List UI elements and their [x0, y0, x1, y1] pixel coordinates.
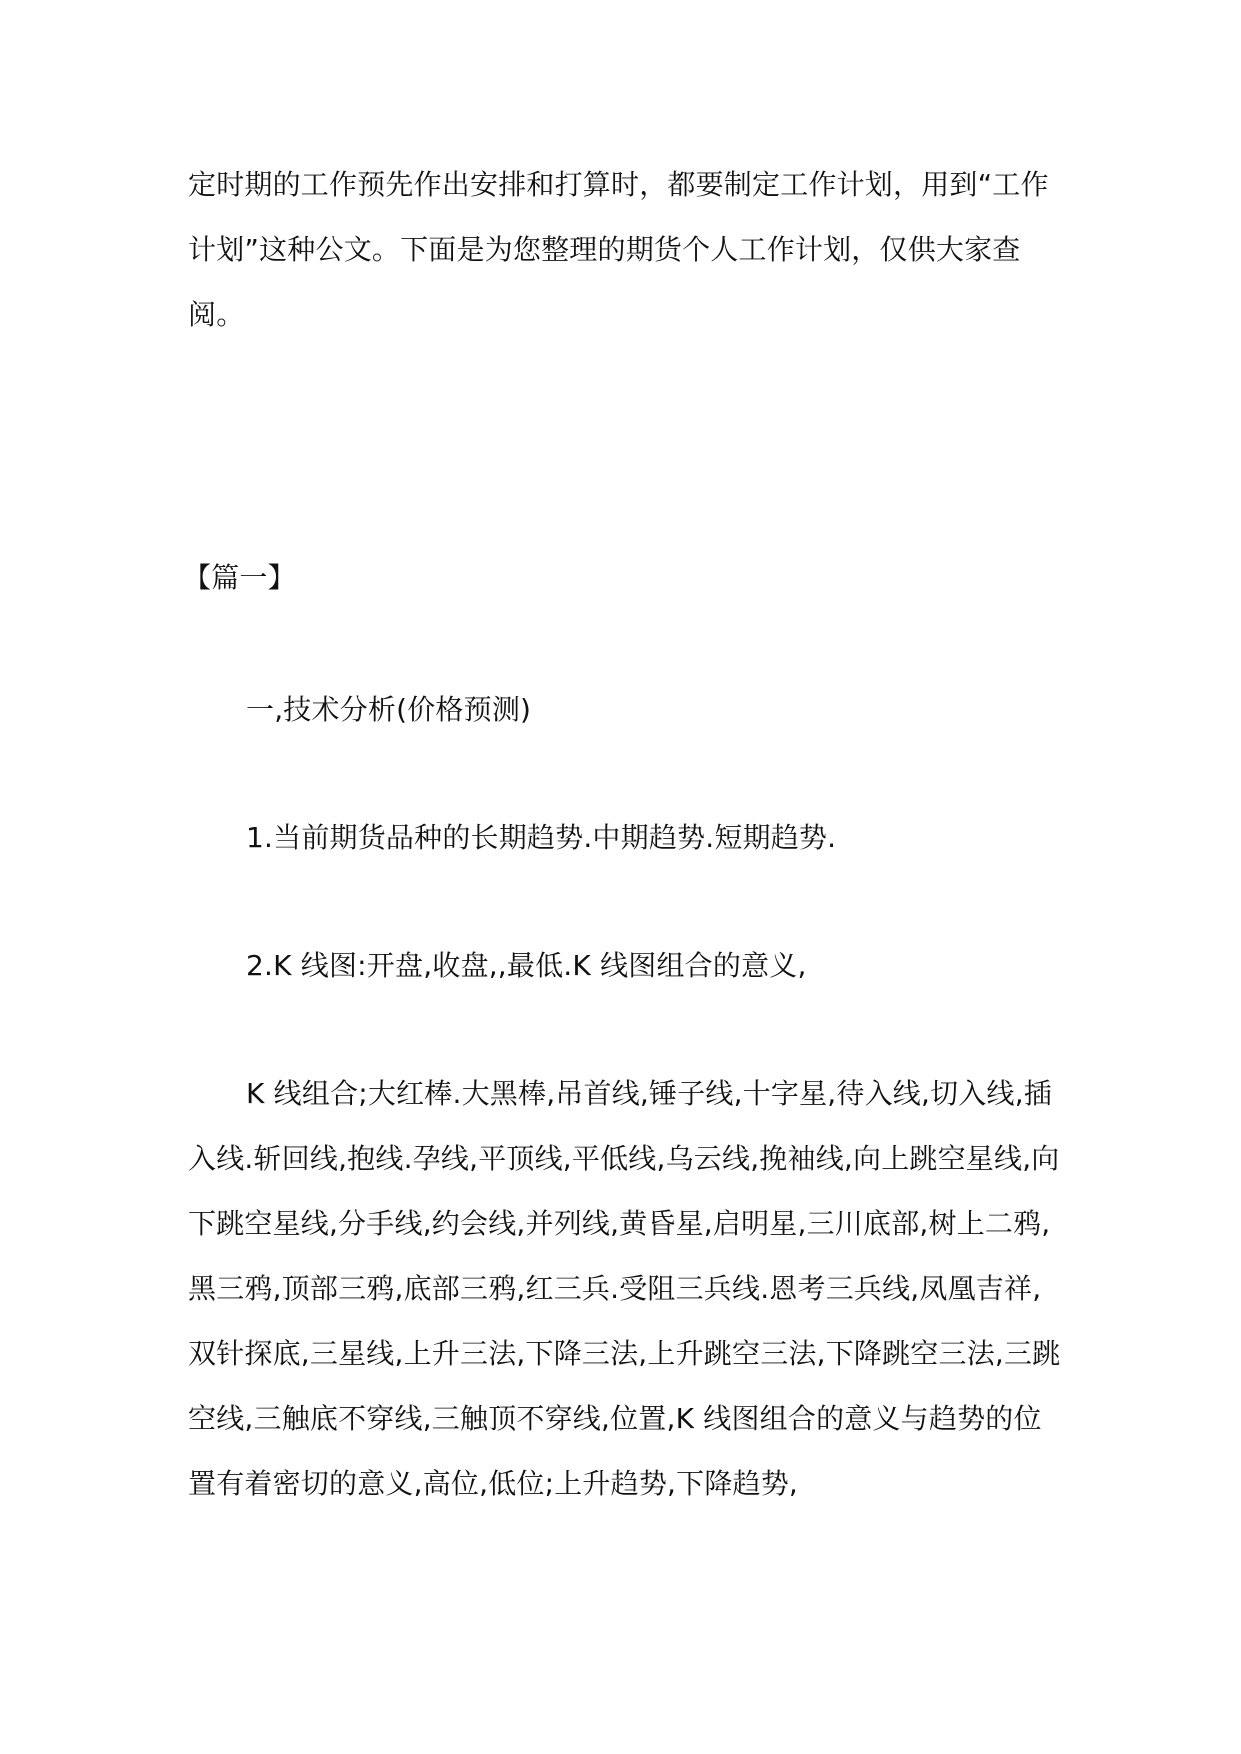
list-item-trends: 1.当前期货品种的长期趋势.中期趋势.短期趋势.: [246, 821, 837, 854]
list-item-k-line: 2.K 线图:开盘,收盘,,最低.K 线图组合的意义,: [246, 949, 807, 982]
section-title: 一,技术分析(价格预测): [246, 693, 532, 726]
intro-paragraph: 定时期的工作预先作出安排和打算时，都要制定工作计划，用到“工作计划”这种公文。下面是为您整理的期货个人工作计划，仅供大家查阅。: [188, 168, 1049, 331]
chapter-heading: 【篇一】: [183, 561, 296, 594]
k-line-combinations-paragraph: K 线组合;大红棒.大黑棒,吊首线,锤子线,十字星,待入线,切入线,插入线.斩回线,抱线.孕线,平顶线,平低线,乌云线,挽袖线,向上跳空星线,向下跳空星线,分手线,约会线,并列线,黄昏星,启明星,三川底部,树上二鸦,黑三鸦,顶部三鸦,底部三鸦,红三兵.受阻三兵线.恩考三兵线,凤凰吉祥,双针探底,三星线,上升三法,下降三法,上升跳空三法,下降跳空三法,三跳空线,三触底不穿线,三触顶不穿线,位置,K 线图组合的意义与趋势的位置有着密切的意义,高位,低位;上升趋势,下降趋势,: [188, 1077, 1061, 1500]
